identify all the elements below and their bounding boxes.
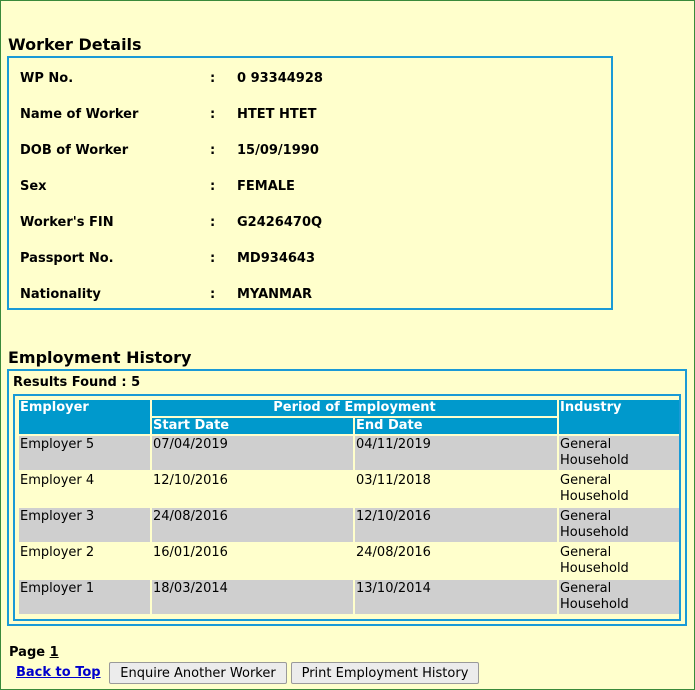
- field-value: HTET HTET: [237, 106, 317, 122]
- cell-end-date: 12/10/2016: [355, 508, 557, 542]
- field-label: WP No.: [20, 70, 74, 86]
- cell-end-date: 24/08/2016: [355, 544, 557, 578]
- cell-employer: Employer 5: [19, 436, 150, 470]
- worker-details-title: Worker Details: [8, 35, 142, 54]
- field-separator: :: [210, 250, 216, 266]
- field-label: Name of Worker: [20, 106, 139, 122]
- cell-start-date: 24/08/2016: [152, 508, 353, 542]
- field-fin: [20, 213, 322, 231]
- field-separator: :: [210, 214, 216, 230]
- print-employment-history-button[interactable]: Print Employment History: [291, 662, 479, 684]
- cell-start-date: 16/01/2016: [152, 544, 353, 578]
- table-row: [19, 544, 679, 578]
- employment-history-panel: [7, 369, 687, 626]
- cell-industry: General Household: [559, 580, 679, 614]
- field-label: Passport No.: [20, 250, 114, 266]
- field-value: 15/09/1990: [237, 142, 319, 158]
- table-row: [19, 508, 679, 542]
- results-count: Results Found : 5: [13, 375, 141, 390]
- cell-employer: Employer 4: [19, 472, 150, 506]
- field-separator: :: [210, 286, 216, 302]
- page-label: Page: [9, 645, 46, 660]
- worker-details-panel: [7, 56, 613, 310]
- field-dob: [20, 141, 319, 159]
- col-header-end-date: End Date: [355, 418, 557, 434]
- cell-employer: Employer 1: [19, 580, 150, 614]
- cell-employer: Employer 2: [19, 544, 150, 578]
- field-value: MYANMAR: [237, 286, 313, 302]
- cell-employer: Employer 3: [19, 508, 150, 542]
- cell-end-date: 13/10/2014: [355, 580, 557, 614]
- col-header-start-date: Start Date: [152, 418, 353, 434]
- field-wp-no: [20, 69, 323, 87]
- table-row: [19, 472, 679, 506]
- field-name-of-worker: [20, 105, 317, 123]
- employment-history-table: [17, 398, 681, 616]
- table-row: [19, 580, 679, 614]
- table-row: [19, 436, 679, 470]
- col-header-industry: Industry: [559, 400, 679, 434]
- field-separator: :: [210, 178, 216, 194]
- cell-industry: General Household: [559, 544, 679, 578]
- field-separator: :: [210, 106, 216, 122]
- employment-history-title: Employment History: [8, 348, 192, 367]
- pagination: [9, 645, 59, 660]
- back-to-top-link[interactable]: Back to Top: [16, 665, 101, 680]
- field-sex: [20, 177, 295, 195]
- cell-end-date: 04/11/2019: [355, 436, 557, 470]
- field-label: Sex: [20, 178, 47, 194]
- field-passport-no: [20, 249, 315, 267]
- cell-start-date: 12/10/2016: [152, 472, 353, 506]
- cell-industry: General Household: [559, 472, 679, 506]
- field-value: FEMALE: [237, 178, 295, 194]
- cell-end-date: 03/11/2018: [355, 472, 557, 506]
- field-label: DOB of Worker: [20, 142, 129, 158]
- history-table-frame: [13, 394, 681, 621]
- field-separator: :: [210, 142, 216, 158]
- field-value: 0 93344928: [237, 70, 323, 86]
- enquire-another-worker-button[interactable]: Enquire Another Worker: [109, 662, 287, 684]
- cell-industry: General Household: [559, 436, 679, 470]
- col-header-employer: Employer: [19, 400, 150, 434]
- field-value: G2426470Q: [237, 214, 323, 230]
- page-link-1[interactable]: 1: [49, 645, 59, 660]
- cell-start-date: 18/03/2014: [152, 580, 353, 614]
- field-separator: :: [210, 70, 216, 86]
- cell-industry: General Household: [559, 508, 679, 542]
- cell-start-date: 07/04/2019: [152, 436, 353, 470]
- field-nationality: [20, 285, 312, 303]
- field-label: Nationality: [20, 286, 101, 302]
- field-label: Worker's FIN: [20, 214, 114, 230]
- col-header-period: Period of Employment: [152, 400, 557, 416]
- field-value: MD934643: [237, 250, 315, 266]
